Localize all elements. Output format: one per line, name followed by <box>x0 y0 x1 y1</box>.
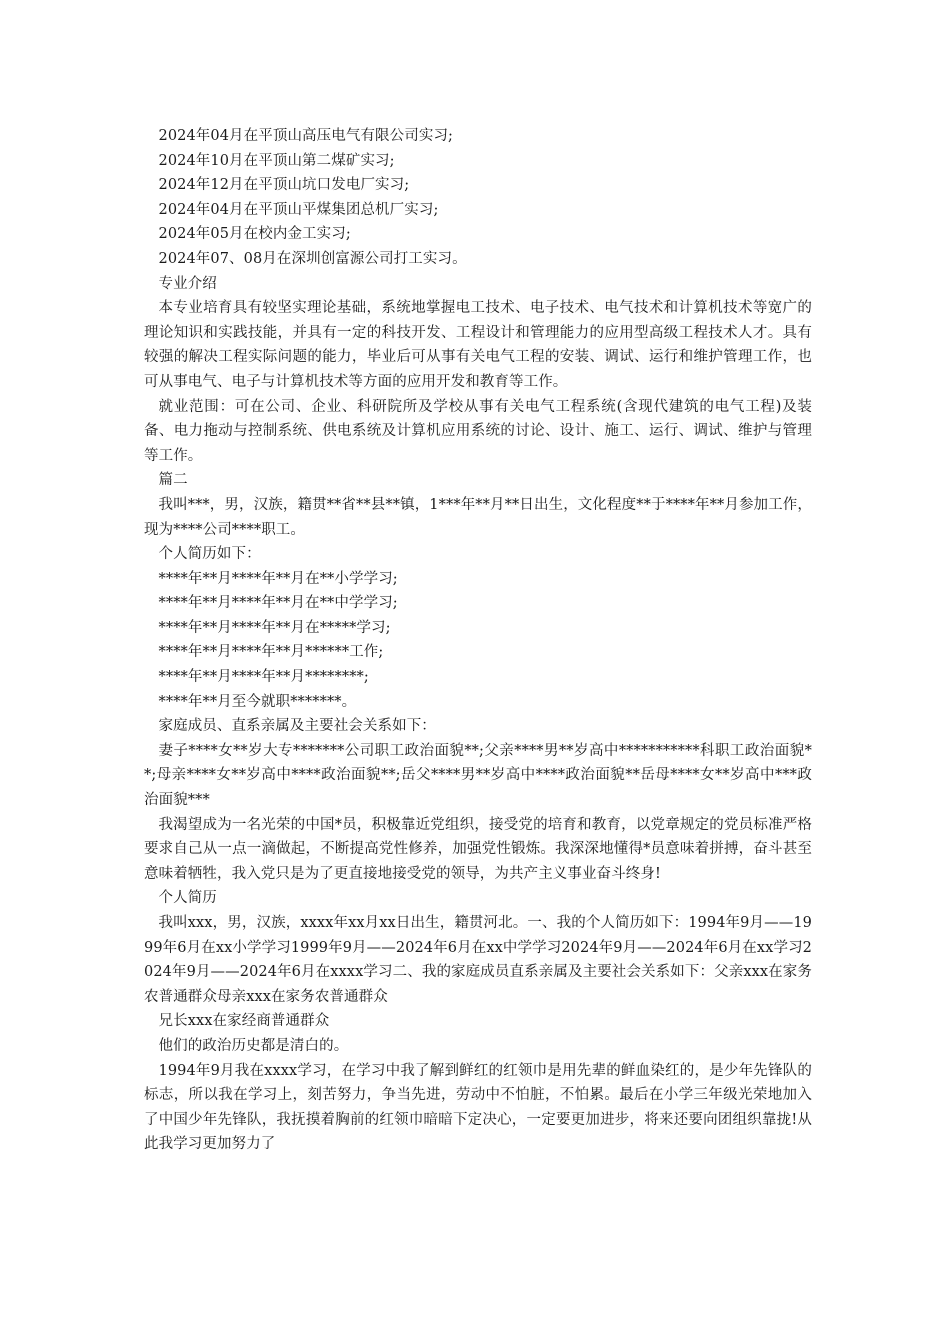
paragraph: ****年**月****年**月在*****学习; <box>158 619 391 636</box>
paragraph: 本专业培育具有较坚实理论基础，系统地掌握电工技术、电子技术、电气技术和计算机技术等宽广的理论知识和实践技能，并具有一定的科技开发、工程设计和管理能力的应用型高级工程技术人才。具有较强的解决工程实际问题的能力，毕业后可从事有关电气工程的安装、调试、运行和维护管理工作，也可从事电气、电子与计算机技术等方面的应用开发和教育等工作。 <box>144 300 812 390</box>
section-heading: 篇二 <box>158 472 188 489</box>
paragraph: 就业范围：可在公司、企业、科研院所及学校从事有关电气工程系统(含现代建筑的电气工程)及装备、电力拖动与控制系统、供电系统及计算机应用系统的讨论、设计、施工、运行、调试、维护与管理等工作。 <box>144 398 812 464</box>
paragraph: 2024年10月在平顶山第二煤矿实习; <box>158 152 395 169</box>
paragraph: 2024年12月在平顶山坑口发电厂实习; <box>158 177 410 194</box>
document-body <box>144 124 812 1157</box>
section-heading: 个人简历 <box>158 890 217 907</box>
paragraph: 个人简历如下： <box>158 546 261 563</box>
paragraph: ****年**月至今就职*******。 <box>158 693 357 710</box>
paragraph: 兄长xxx在家经商普通群众 <box>158 1013 330 1030</box>
paragraph: ****年**月****年**月********; <box>158 669 369 686</box>
paragraph: ****年**月****年**月在**小学学习; <box>158 570 398 587</box>
paragraph: 家庭成员、直系亲属及主要社会关系如下： <box>158 718 436 735</box>
paragraph: 2024年07、08月在深圳创富源公司打工实习。 <box>158 250 467 267</box>
paragraph: ****年**月****年**月在**中学学习; <box>158 595 398 612</box>
section-heading: 专业介绍 <box>158 275 217 292</box>
paragraph: 我渴望成为一名光荣的中国*员，积极靠近党组织，接受党的培育和教育，以党章规定的党员标准严格要求自己从一点一滴做起，不断提高党性修养，加强党性锻炼。我深深地懂得*员意味着拼搏，奋斗甚至意味着牺牲，我入党只是为了更直接地接受党的领导，为共产主义事业奋斗终身! <box>144 816 812 882</box>
paragraph: 他们的政治历史都是清白的。 <box>158 1037 349 1054</box>
paragraph: 1994年9月我在xxxx学习，在学习中我了解到鲜红的红领巾是用先辈的鲜血染红的，是少年先锋队的标志，所以我在学习上，刻苦努力，争当先进，劳动中不怕脏，不怕累。最后在小学三年级光荣地加入了中国少年先锋队，我抚摸着胸前的红领巾暗暗下定决心，一定要更加进步，将来还要向团组织靠拢!从此我学习更加努力了 <box>144 1062 812 1153</box>
paragraph: 2024年04月在平顶山平煤集团总机厂实习; <box>158 201 439 218</box>
paragraph: 2024年04月在平顶山高压电气有限公司实习; <box>158 128 454 144</box>
paragraph: 2024年05月在校内金工实习; <box>158 226 351 243</box>
paragraph: ****年**月****年**月******工作; <box>158 644 384 661</box>
paragraph: 我叫xxx，男，汉族，xxxx年xx月xx日出生，籍贯河北。一、我的个人简历如下：1994年9月——1999年6月在xx小学学习1999年9月——2024年6月在xx中学学习2024年9月——2024年6月在xx学习2024年9月——2024年6月在xxxx学习二、我的家庭成员直系亲属及主要社会关系如下：父亲xxx在家务农普通群众母亲xxx在家务农普通群众 <box>144 915 812 1005</box>
paragraph: 妻子****女**岁大专*******公司职工政治面貌**;父亲****男**岁高中***********科职工政治面貌**;母亲****女**岁高中****政治面貌**;岳父****男**岁高中****政治面貌**岳母****女**岁高中***政治面貌*** <box>144 742 812 809</box>
paragraph: 我叫***，男，汉族，籍贯**省**县**镇，1***年**月**日出生，文化程度**于****年**月参加工作，现为****公司****职工。 <box>144 496 813 538</box>
